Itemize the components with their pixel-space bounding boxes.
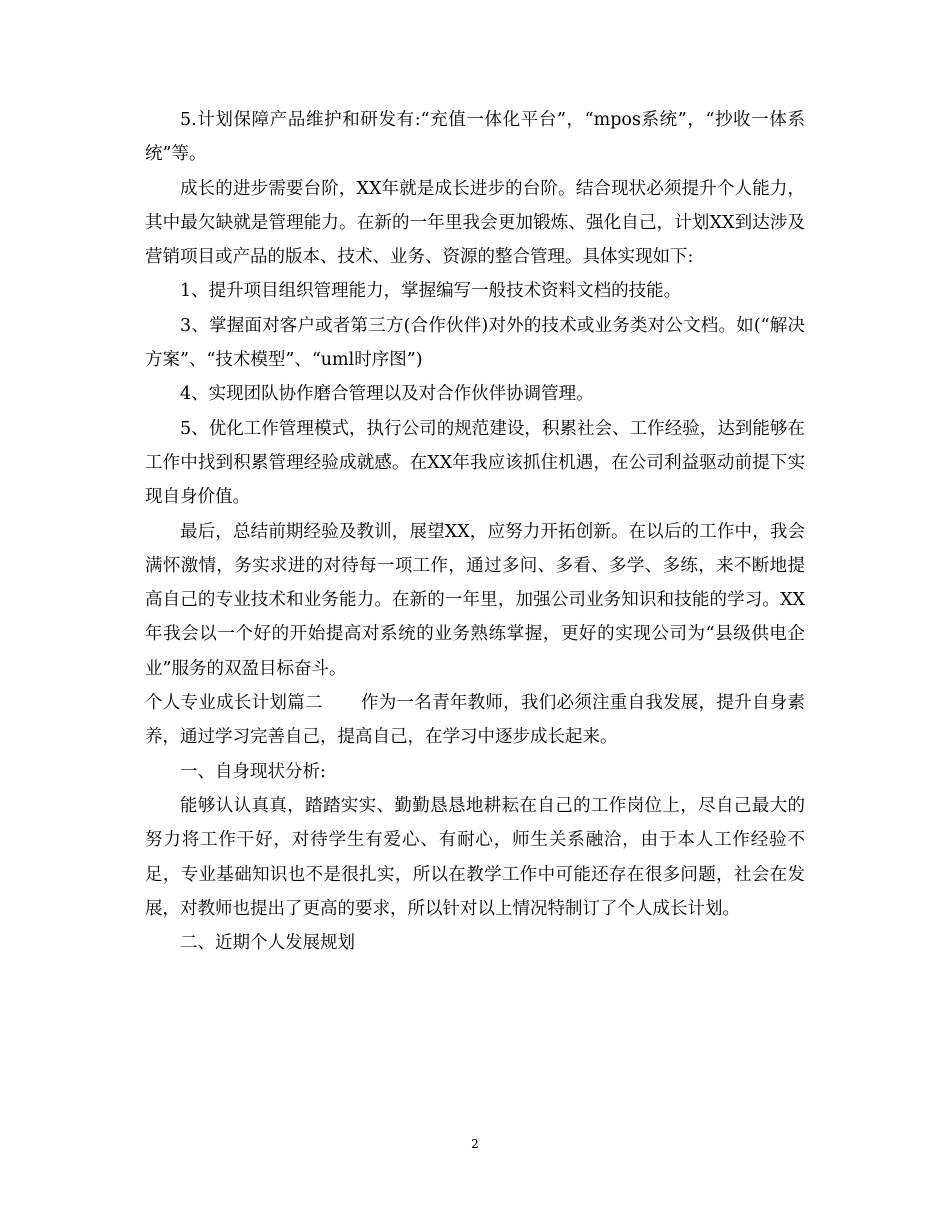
paragraph-growth-steps: 成长的进步需要台阶，XX年就是成长进步的台阶。结合现状必须提升个人能力，其中最欠缺就是管理能力。在新的一年里我会更加锻炼、强化自己，计划XX到达涉及营销项目或产品的版本、技术、业务、资源的整合管理。具体实现如下:: [145, 178, 805, 268]
paragraph-product-maintenance: 5.计划保障产品维护和研发有:“充值一体化平台”，“mpos系统”，“抄收一体系统”等。: [145, 110, 805, 165]
paragraph-plan-two: [145, 686, 805, 755]
paragraph-self-analysis: 能够认认真真，踏踏实实、勤勤恳恳地耕耘在自己的工作岗位上，尽自己最大的努力将工作干好，对待学生有爱心、有耐心，师生关系融洽，由于本人工作经验不足，专业基础知识也不是很扎实，所以在教学工作中可能还存在很多问题，社会在发展，对教师也提出了更高的要求，所以针对以上情况特制订了个人成长计划。: [145, 795, 805, 919]
paragraph-item-4: 4、实现团队协作磨合管理以及对合作伙伴协调管理。: [180, 384, 594, 405]
paragraph-self-analysis-title: 一、自身现状分析:: [180, 761, 326, 782]
section-heading: 个人专业成长计划篇二: [145, 693, 323, 714]
paragraph-item-1: 1、提升项目组织管理能力，掌握编写一般技术资料文档的技能。: [180, 281, 682, 302]
page-number: 2: [471, 1137, 479, 1151]
section-intro: 作为一名青年教师，我们必须注重自我发展，提升自身素养，通过学习完善自己，提高自己，在学习中逐步成长起来。: [145, 693, 806, 748]
document-body: [145, 103, 805, 960]
paragraph-near-term-plan: 二、近期个人发展规划: [180, 933, 355, 954]
paragraph-conclusion: 最后，总结前期经验及教训，展望XX，应努力开拓创新。在以后的工作中，我会满怀激情，务实求进的对待每一项工作，通过多问、多看、多学、多练，来不断地提高自己的专业技术和业务能力。在新的一年里，加强公司业务知识和技能的学习。XX年我会以一个好的开始提高对系统的业务熟练掌握，更好的实现公司为“县级供电企业”服务的双盈目标奋斗。: [145, 521, 805, 679]
paragraph-item-5: 5、优化工作管理模式，执行公司的规范建设，积累社会、工作经验，达到能够在工作中找到积累管理经验成就感。在XX年我应该抓住机遇，在公司利益驱动前提下实现自身价值。: [145, 418, 805, 508]
paragraph-item-3: 3、掌握面对客户或者第三方(合作伙伴)对外的技术或业务类对公文档。如(“解决方案”、“技术模型”、“uml时序图”): [145, 315, 805, 371]
